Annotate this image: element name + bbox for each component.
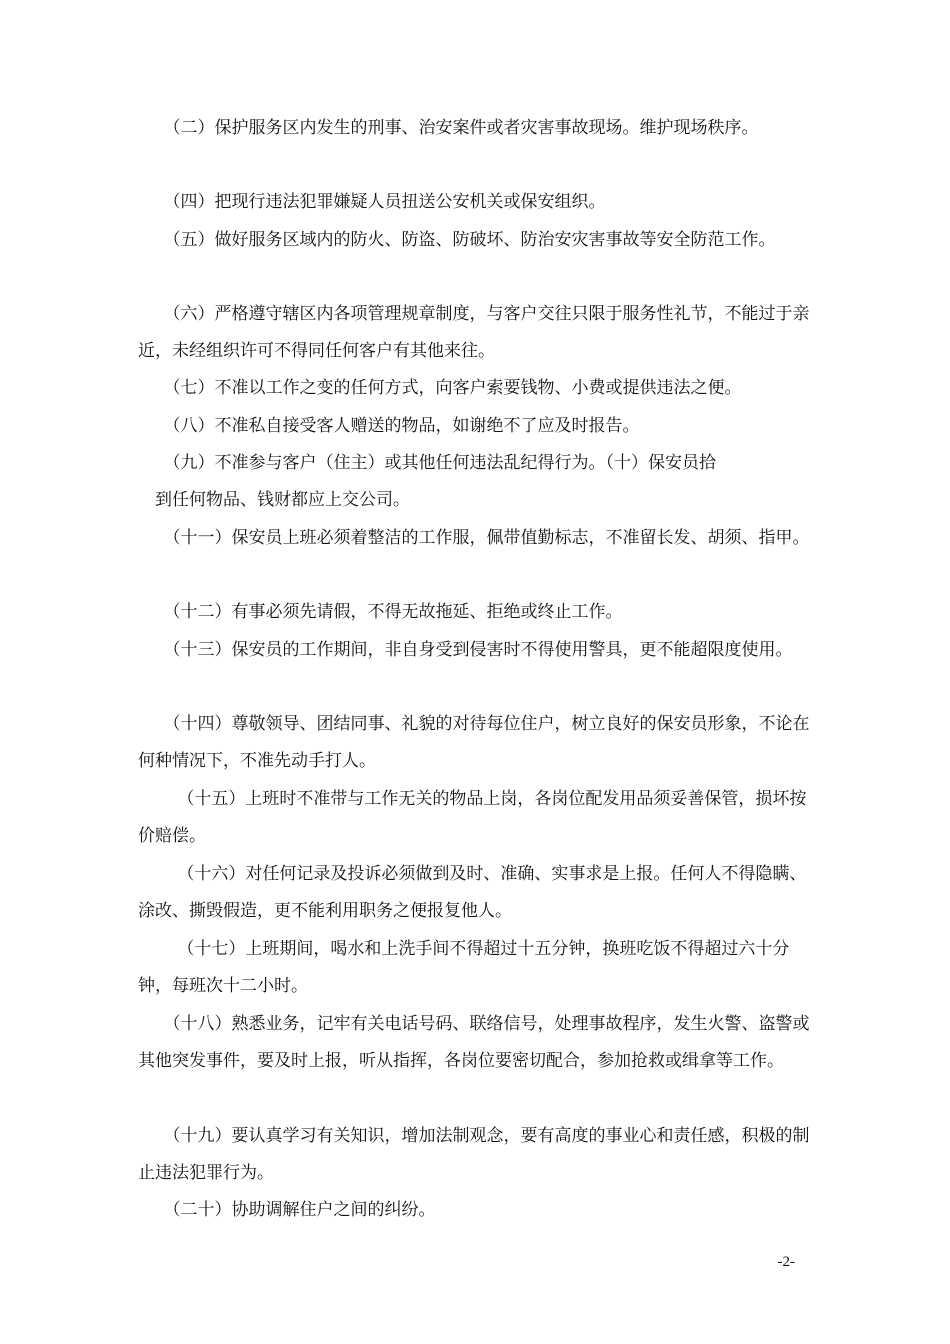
paragraph-6: （六）严格遵守辖区内各项管理规章制度，与客户交往只限于服务性礼节，不能过于亲近，未经组织许可不得同任何客户有其他来往。 bbox=[138, 304, 810, 361]
paragraph-20: （二十）协助调解住户之间的纠纷。 bbox=[138, 1200, 436, 1220]
paragraph-2: （二）保护服务区内发生的刑事、治安案件或者灾害事故现场。维护现场秩序。 bbox=[138, 118, 759, 138]
paragraph-15: （十五）上班时不准带与工作无关的物品上岗，各岗位配发用品须妥善保管，损坏按价赔偿。 bbox=[138, 789, 807, 846]
paragraph-5: （五）做好服务区域内的防火、防盗、防破坏、防治安灾害事故等安全防范工作。 bbox=[138, 230, 776, 250]
paragraph-18: （十八）熟悉业务，记牢有关电话号码、联络信号，处理事故程序，发生火警、盗警或其他突发事件，要及时上报，听从指挥，各岗位要密切配合，参加抢救或缉拿等工作。 bbox=[138, 1014, 810, 1071]
paragraph-7: （七）不准以工作之变的任何方式，向客户索要钱物、小费或提供违法之便。 bbox=[138, 378, 742, 398]
paragraph-14: （十四）尊敬领导、团结同事、礼貌的对待每位住户，树立良好的保安员形象，不论在何种情况下，不准先动手打人。 bbox=[138, 714, 810, 771]
paragraph-9-10: （九）不准参与客户（住主）或其他任何违法乱纪得行为。（十）保安员拾 到任何物品、钱财都应上交公司。 bbox=[154, 453, 716, 510]
paragraph-16: （十六）对任何记录及投诉必须做到及时、准确、实事求是上报。任何人不得隐瞒、涂改、撕毁假造，更不能利用职务之便报复他人。 bbox=[138, 864, 807, 921]
paragraph-12: （十二）有事必须先请假，不得无故拖延、拒绝或终止工作。 bbox=[138, 602, 623, 622]
paragraph-19: （十九）要认真学习有关知识，增加法制观念，要有高度的事业心和责任感，积极的制止违法犯罪行为。 bbox=[138, 1126, 810, 1183]
paragraph-4: （四）把现行违法犯罪嫌疑人员扭送公安机关或保安组织。 bbox=[138, 192, 606, 212]
paragraph-17: （十七）上班期间，喝水和上洗手间不得超过十五分钟，换班吃饭不得超过六十分钟，每班次十二小时。 bbox=[138, 939, 790, 996]
paragraph-11: （十一）保安员上班必须着整洁的工作服，佩带值勤标志，不准留长发、胡须、指甲。 bbox=[138, 528, 810, 548]
paragraph-13: （十三）保安员的工作期间，非自身受到侵害时不得使用警具，更不能超限度使用。 bbox=[138, 640, 793, 660]
page-number: -2- bbox=[777, 1254, 795, 1270]
paragraph-8: （八）不准私自接受客人赠送的物品，如谢绝不了应及时报告。 bbox=[138, 416, 640, 436]
